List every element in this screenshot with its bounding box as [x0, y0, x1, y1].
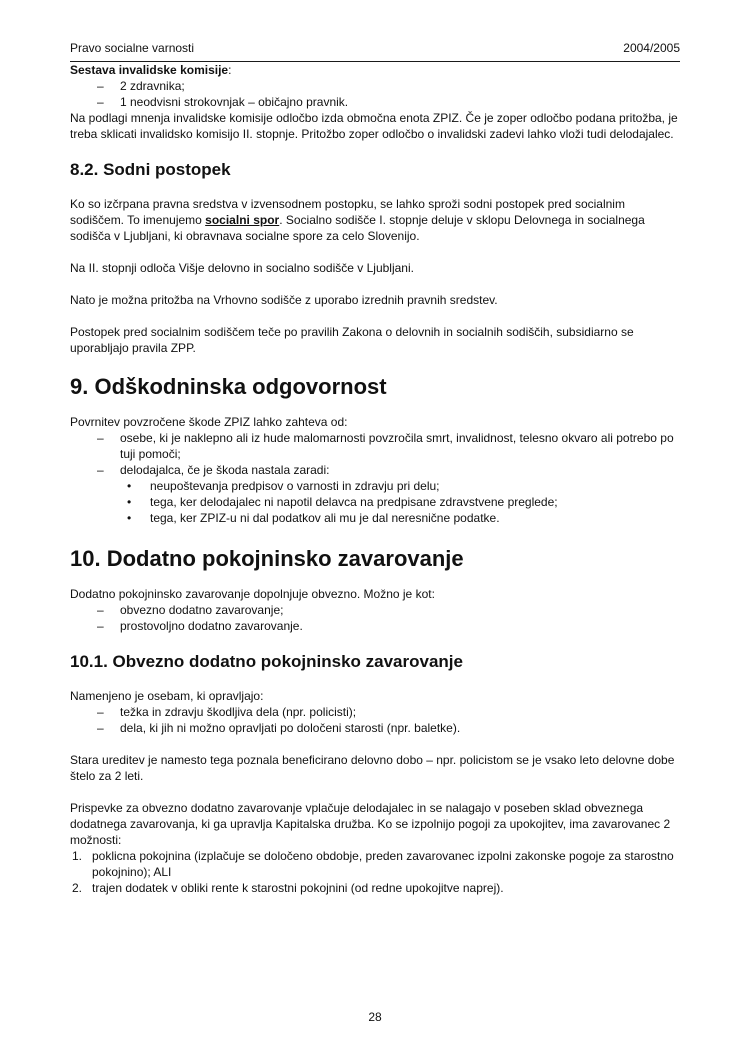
dash-marker: –	[97, 95, 104, 109]
sodni-postopek-p2: Na II. stopnji odloča Višje delovno in socialno sodišče v Ljubljani.	[70, 261, 414, 275]
bullet-marker: •	[127, 511, 132, 525]
dash-marker: –	[97, 705, 104, 719]
numbered-list-item	[70, 848, 680, 880]
header-course-title: Pravo socialne varnosti	[70, 41, 195, 55]
list-item	[70, 618, 680, 634]
p1-after: . Socialno sodišče I. stopnje deluje v sklopu Delovnega in socialnega sodišča v Ljubljani, ki obravnava socialne spore za celo Slovenijo.	[70, 213, 645, 243]
list-item-text: dela, ki jih ni možno opravljati po določeni starosti (npr. baletke).	[120, 721, 461, 735]
komisija-title	[70, 62, 680, 78]
list-item-text: tega, ker delodajalec ni napotil delavca na predpisane zdravstvene preglede;	[150, 495, 558, 509]
header-year: 2004/2005	[623, 41, 680, 55]
obvezno-dodatno-p2: Prispevke za obvezno dodatno zavarovanje vplačuje delodajalec in se nalagajo v poseben sklad obveznega dodatnega zavarovanja, ki ga upravlja Kapitalska družba. Ko se izpolnijo pogoji za upokojitev, ima zavarovanec 2 možnosti:	[70, 801, 671, 847]
sodni-postopek-p3: Nato je možna pritožba na Vrhovno sodišče z uporabo izrednih pravnih sredstev.	[70, 293, 498, 307]
bullet-marker: •	[127, 495, 132, 509]
list-item-text: težka in zdravju škodljiva dela (npr. policisti);	[120, 705, 357, 719]
komisija-title-bold: Sestava invalidske komisije	[70, 63, 229, 77]
sub-list-item	[70, 478, 680, 494]
section-heading-8-2: 8.2. Sodni postopek	[70, 160, 231, 179]
komisija-paragraph: Na podlagi mnenja invalidske komisije odločbo izda območna enota ZPIZ. Če je zoper odločbo podana pritožba, je treba sklicati invalidsko komisijo II. stopnje. Pritožbo zoper odločbo o invalidski zadevi lahko vloži tudi delodajalec.	[70, 111, 678, 141]
list-item-text: osebe, ki je naklepno ali iz hude malomarnosti povzročila smrt, invalidnost, telesno okvaro ali potrebo po tuji pomoči;	[120, 431, 674, 461]
dash-marker: –	[97, 431, 104, 445]
list-item	[70, 430, 680, 462]
bullet-marker: •	[127, 479, 132, 493]
number-marker: 1.	[72, 849, 83, 863]
list-item-text: trajen dodatek v obliki rente k starostni pokojnini (od redne upokojitve naprej).	[92, 881, 504, 895]
list-item	[70, 462, 680, 478]
odskodninska-intro: Povrnitev povzročene škode ZPIZ lahko zahteva od:	[70, 415, 348, 429]
dash-marker: –	[97, 603, 104, 617]
sub-list-item	[70, 510, 680, 526]
number-marker: 2.	[72, 881, 83, 895]
list-item-text: 2 zdravnika;	[120, 79, 185, 93]
page-content	[70, 62, 680, 896]
p1-before: Ko so izčrpana pravna sredstva v izvensodnem postopku, se lahko sproži sodni postopek pred socialnim sodiščem. To imenujemo	[70, 197, 625, 227]
obvezno-dodatno-p1: Stara ureditev je namesto tega poznala beneficirano delovno dobo – npr. policistom se je vsako leto delovne dobe štelo za 2 leti.	[70, 753, 675, 783]
list-item-text: poklicna pokojnina (izplačuje se določeno obdobje, preden zavarovanec izpolni zakonske pogoje za starostno pokojnino); ALI	[92, 849, 674, 879]
numbered-list-item	[70, 880, 680, 896]
list-item	[70, 94, 680, 110]
dash-marker: –	[97, 721, 104, 735]
list-item-text: neupoštevanja predpisov o varnosti in zdravju pri delu;	[150, 479, 440, 493]
komisija-title-colon: :	[228, 63, 232, 77]
section-heading-9: 9. Odškodninska odgovornost	[70, 374, 387, 399]
section-heading-10-1: 10.1. Obvezno dodatno pokojninsko zavarovanje	[70, 652, 463, 671]
sodni-postopek-p1	[70, 196, 680, 244]
list-item-text: prostovoljno dodatno zavarovanje.	[120, 619, 303, 633]
sodni-postopek-p4: Postopek pred socialnim sodiščem teče po pravilih Zakona o delovnih in socialnih sodiščih, subsidiarno se uporabljajo pravila ZPP.	[70, 325, 634, 355]
obvezno-dodatno-intro: Namenjeno je osebam, ki opravljajo:	[70, 689, 264, 703]
list-item	[70, 720, 680, 736]
page-header	[70, 40, 680, 62]
list-item	[70, 78, 680, 94]
dash-marker: –	[97, 463, 104, 477]
list-item	[70, 704, 680, 720]
dash-marker: –	[97, 79, 104, 93]
list-item	[70, 602, 680, 618]
page-footer	[0, 1009, 750, 1025]
list-item-text: 1 neodvisni strokovnjak – običajno pravnik.	[120, 95, 349, 109]
dash-marker: –	[97, 619, 104, 633]
page-number: 28	[368, 1010, 382, 1024]
section-heading-10: 10. Dodatno pokojninsko zavarovanje	[70, 546, 464, 571]
list-item-text: obvezno dodatno zavarovanje;	[120, 603, 284, 617]
sub-list-item	[70, 494, 680, 510]
p1-emphasis: socialni spor	[205, 213, 280, 227]
list-item-text: delodajalca, če je škoda nastala zaradi:	[120, 463, 330, 477]
dodatno-intro: Dodatno pokojninsko zavarovanje dopolnjuje obvezno. Možno je kot:	[70, 587, 435, 601]
list-item-text: tega, ker ZPIZ-u ni dal podatkov ali mu je dal neresnične podatke.	[150, 511, 500, 525]
